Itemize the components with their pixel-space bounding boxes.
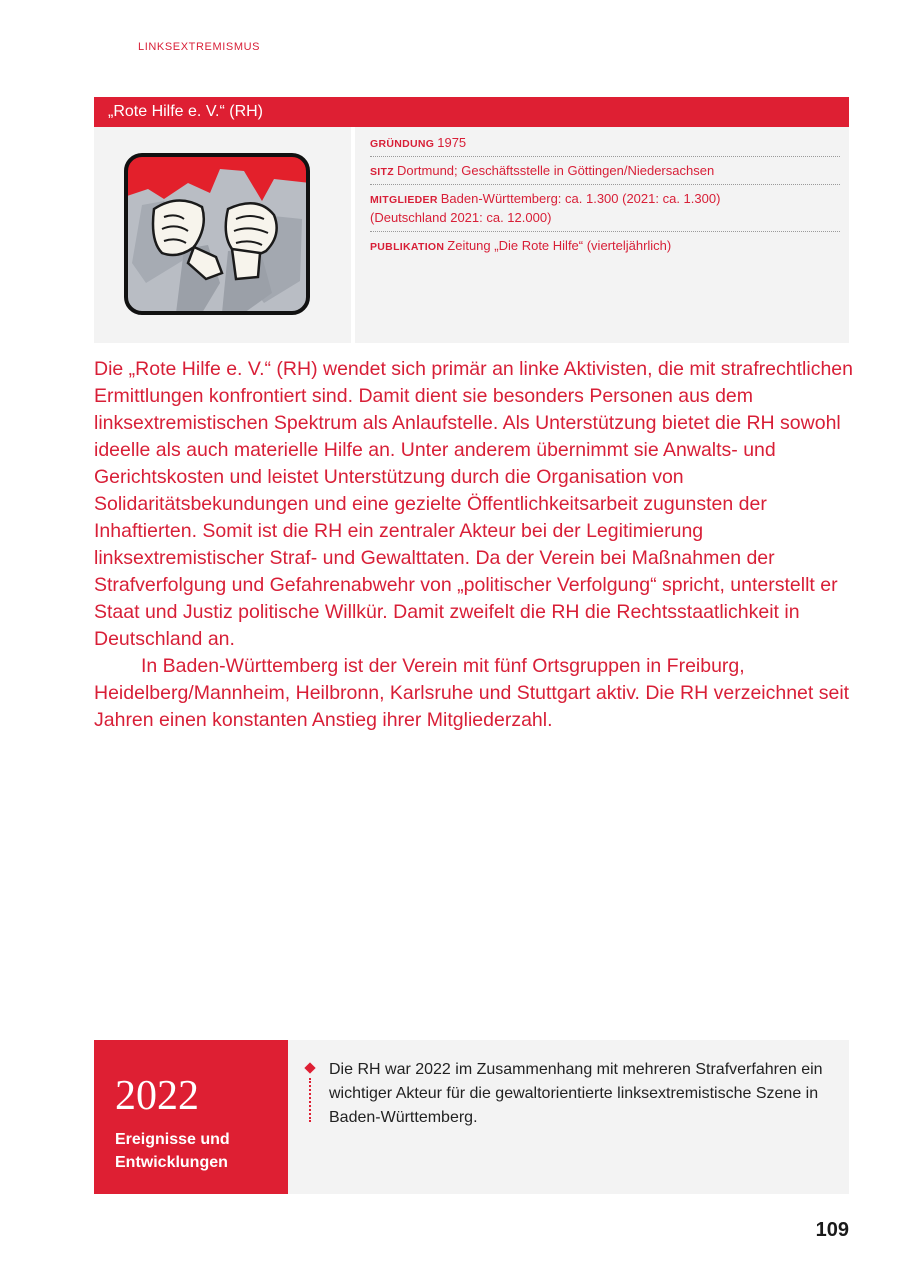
events-subtitle-line-2: Entwicklungen bbox=[115, 1154, 228, 1171]
fact-value: 1975 bbox=[437, 135, 467, 150]
bullet-dotted-line bbox=[309, 1078, 311, 1122]
events-subtitle-line-1: Ereignisse und bbox=[115, 1131, 230, 1148]
fact-divider bbox=[370, 231, 840, 232]
organization-title-bar: „Rote Hilfe e. V.“ (RH) bbox=[94, 97, 849, 127]
fact-publication bbox=[370, 237, 840, 256]
fact-members bbox=[370, 190, 840, 227]
fact-value: Dortmund; Geschäftsstelle in Göttingen/Niedersachsen bbox=[396, 163, 715, 178]
events-box-content bbox=[288, 1040, 849, 1194]
page-number: 109 bbox=[815, 1219, 849, 1241]
fact-value-secondary: (Deutschland 2021: ca. 12.000) bbox=[370, 210, 552, 225]
bullet-diamond-icon bbox=[304, 1062, 315, 1073]
fact-key: PUBLIKATION bbox=[370, 241, 445, 253]
organization-facts-panel bbox=[355, 127, 849, 343]
fact-key: SITZ bbox=[370, 166, 394, 178]
fact-founding bbox=[370, 134, 840, 153]
fact-key: GRÜNDUNG bbox=[370, 138, 435, 150]
events-bullet-item: Die RH war 2022 im Zusammenhang mit mehreren Strafverfahren ein wichtiger Akteur für die gewaltorientierte linksextremistische Szene in Baden-Württemberg. bbox=[329, 1061, 823, 1126]
events-year: 2022 bbox=[115, 1073, 199, 1119]
body-paragraph-1: Die „Rote Hilfe e. V.“ (RH) wendet sich primär an linke Aktivisten, die mit strafrechtlichen Ermittlungen konfrontiert sind. Damit dient sie besonders Personen aus dem linksextremistischen Spektrum als Anlaufstelle. Als Unterstützung bietet die RH sowohl ideelle als auch materielle Hilfe an. Unter anderem übernimmt sie Anwalts- und Gerichtskosten und leistet Unterstützung durch die Organisation von Solidaritätsbekundungen und eine gezielte Öffentlichkeitsarbeit zugunsten der Inhaftierten. Somit ist die RH ein zentraler Akteur bei der Legitimierung linksextremistischer Straf- und Gewalttaten. Da der Verein bei Maßnahmen der Strafverfolgung und Gefahrenabwehr von „politischer Verfolgung“ spricht, unterstellt er Staat und Justiz politische Willkür. Damit zweifelt die RH die Rechtsstaatlichkeit in Deutschland an. bbox=[94, 358, 853, 650]
fact-divider bbox=[370, 184, 840, 185]
fact-divider bbox=[370, 156, 840, 157]
body-text bbox=[94, 356, 854, 734]
fact-seat bbox=[370, 162, 840, 181]
events-subtitle bbox=[115, 1128, 230, 1174]
body-paragraph-2: In Baden-Württemberg ist der Verein mit fünf Ortsgruppen in Freiburg, Heidelberg/Mannheim, Heilbronn, Karlsruhe und Stuttgart aktiv. Die RH verzeichnet seit Jahren einen konstanten Anstieg ihrer Mitgliederzahl. bbox=[94, 655, 850, 731]
logo-panel bbox=[94, 127, 351, 343]
fact-value: Baden-Württemberg: ca. 1.300 (2021: ca. 1.300) bbox=[440, 191, 721, 206]
events-box-header bbox=[94, 1040, 288, 1194]
rote-hilfe-logo-icon bbox=[124, 153, 310, 315]
fact-key: MITGLIEDER bbox=[370, 194, 438, 206]
section-label: LINKSEXTREMISMUS bbox=[138, 41, 261, 53]
fact-value: Zeitung „Die Rote Hilfe“ (vierteljährlich) bbox=[447, 238, 672, 253]
